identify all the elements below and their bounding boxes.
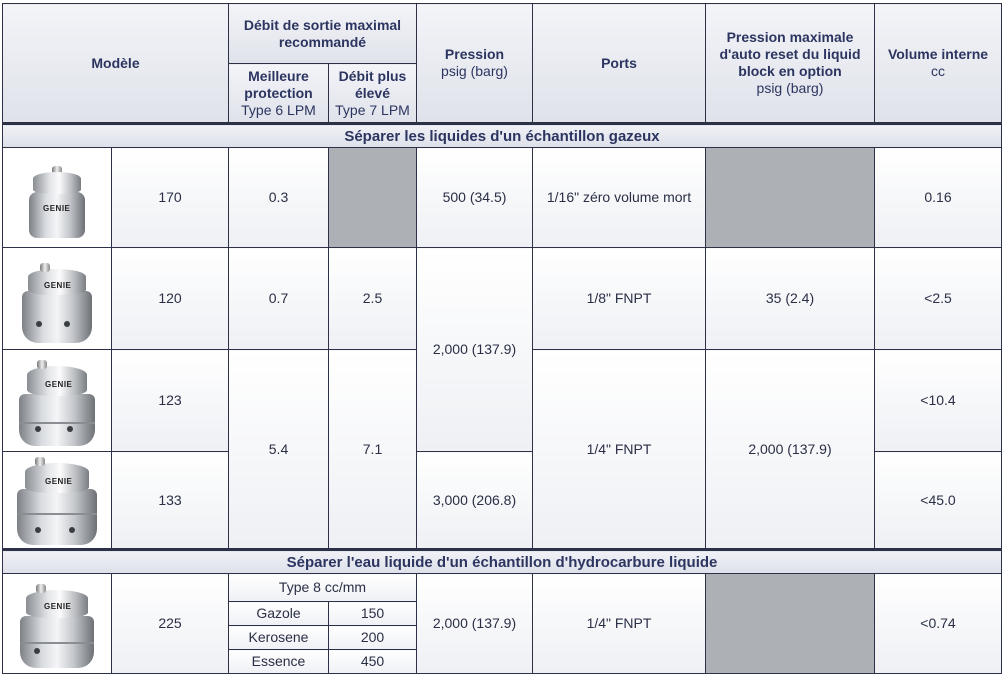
- model-133: 133: [112, 452, 229, 550]
- higher-123-133: 7.1: [329, 350, 417, 550]
- fuel-name: Essence: [229, 650, 329, 674]
- auto-reset-120: 35 (2.4): [706, 248, 875, 350]
- table-row: [3, 574, 1002, 602]
- best-120: 0.7: [229, 248, 329, 350]
- fuel-value: 150: [329, 602, 417, 626]
- ports-123-133: 1/4" FNPT: [533, 350, 706, 550]
- auto-reset-123-133: 2,000 (137.9): [706, 350, 875, 550]
- valve-225-image: GENIE: [20, 580, 94, 668]
- brand-logo: GENIE: [43, 203, 71, 213]
- ports-120: 1/8" FNPT: [533, 248, 706, 350]
- pressure-header-unit: psig (barg): [441, 63, 508, 79]
- volume-header-label: Volume interne: [887, 46, 989, 62]
- model-170: 170: [112, 148, 229, 248]
- section-gas: Séparer les liquides d'un échantillon gazeux: [3, 124, 1002, 148]
- product-table: [2, 3, 1002, 674]
- volume-header-unit: cc: [931, 63, 945, 79]
- model-120: 120: [112, 248, 229, 350]
- ports-225: 1/4" FNPT: [533, 574, 706, 674]
- ports-170: 1/16" zéro volume mort: [533, 148, 706, 248]
- volume-123: <10.4: [875, 350, 1002, 452]
- higher-170-empty: [329, 148, 417, 248]
- auto-reset-header-unit: psig (barg): [756, 80, 824, 96]
- ports-header: Ports: [533, 4, 706, 124]
- table-row: [3, 148, 1002, 248]
- product-image-170: [3, 148, 112, 248]
- model-header: Modèle: [3, 4, 229, 124]
- best-protection-label: Meilleure protection: [244, 67, 313, 101]
- fuel-name: Kerosene: [229, 626, 329, 650]
- fuel-value: 200: [329, 626, 417, 650]
- flow-header: Débit de sortie maximal recommandé: [229, 4, 417, 64]
- pressure-225: 2,000 (137.9): [417, 574, 533, 674]
- higher-120: 2.5: [329, 248, 417, 350]
- section-liquid: Séparer l'eau liquide d'un échantillon d'hydrocarbure liquide: [3, 550, 1002, 574]
- fuel-name: Gazole: [229, 602, 329, 626]
- auto-reset-225-empty: [706, 574, 875, 674]
- pressure-header-label: Pression: [444, 46, 505, 62]
- volume-225: <0.74: [875, 574, 1002, 674]
- higher-flow-label: Débit plus élevé: [338, 67, 407, 101]
- auto-reset-header-label: Pression maximale d'auto reset du liquid block en option: [719, 29, 861, 79]
- model-123: 123: [112, 350, 229, 452]
- volume-133: <45.0: [875, 452, 1002, 550]
- auto-reset-170-empty: [706, 148, 875, 248]
- type8-label: Type 8 cc/mm: [229, 574, 417, 602]
- table-row: [3, 248, 1002, 350]
- best-123-133: 5.4: [229, 350, 329, 550]
- pressure-header: [417, 4, 533, 124]
- auto-reset-header: [706, 4, 875, 124]
- product-image-133: [3, 452, 112, 550]
- volume-header: [875, 4, 1002, 124]
- model-225: 225: [112, 574, 229, 674]
- volume-120: <2.5: [875, 248, 1002, 350]
- product-image-225: [3, 574, 112, 674]
- pressure-133: 3,000 (206.8): [417, 452, 533, 550]
- best-170: 0.3: [229, 148, 329, 248]
- higher-flow-type: Type 7 LPM: [335, 101, 410, 118]
- pressure-120-123: 2,000 (137.9): [417, 248, 533, 452]
- fuel-value: 450: [329, 650, 417, 674]
- valve-170-image: [29, 158, 85, 238]
- volume-170: 0.16: [875, 148, 1002, 248]
- valve-133-image: GENIE: [17, 455, 97, 545]
- valve-120-image: GENIE: [22, 255, 92, 343]
- higher-flow-header: [329, 64, 417, 124]
- valve-123-image: GENIE: [19, 356, 95, 446]
- best-protection-type: Type 6 LPM: [241, 101, 316, 118]
- pressure-170: 500 (34.5): [417, 148, 533, 248]
- product-image-123: [3, 350, 112, 452]
- product-image-120: [3, 248, 112, 350]
- best-protection-header: [229, 64, 329, 124]
